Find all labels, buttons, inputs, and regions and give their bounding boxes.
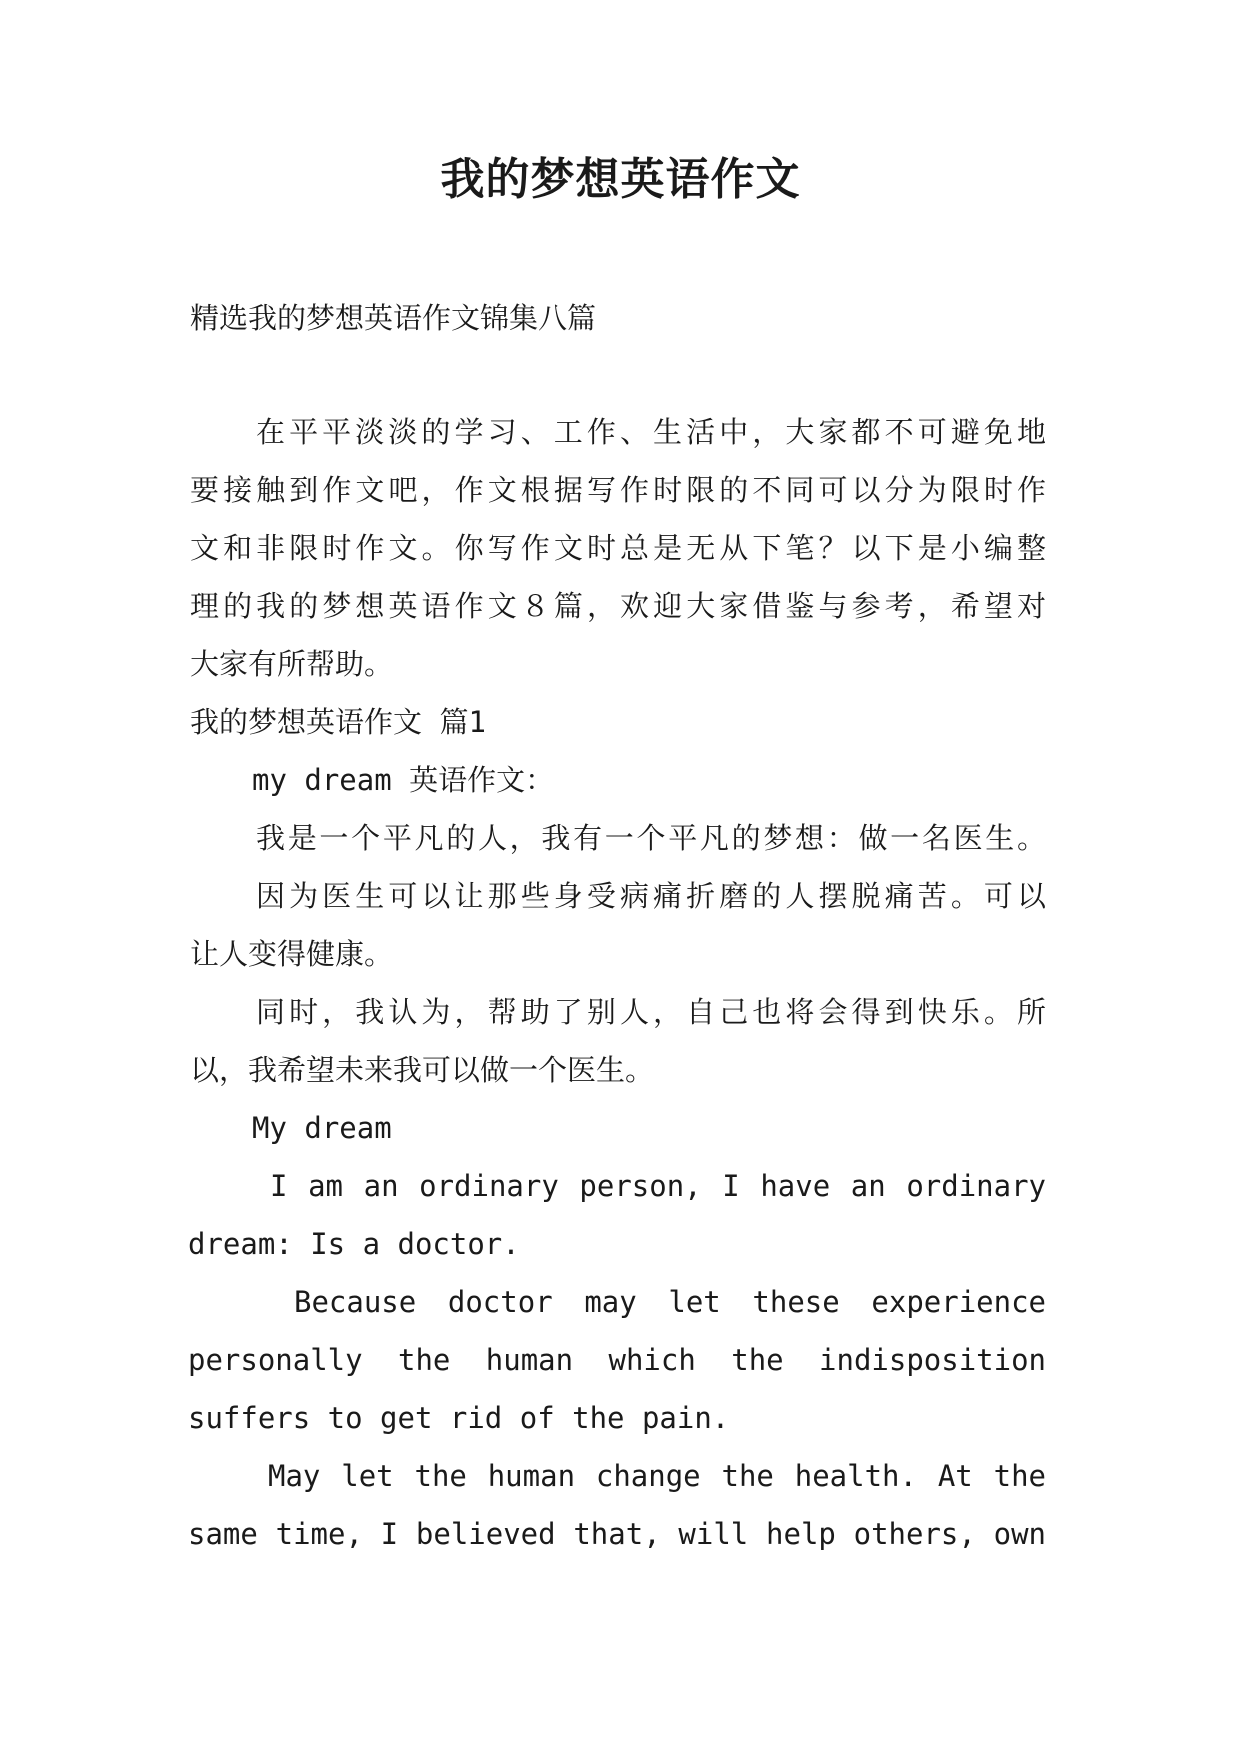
essay-line: 我是一个平凡的人，我有一个平凡的梦想：做一名医生。 bbox=[256, 821, 1046, 855]
english-line: personally the human which the indisposition bbox=[188, 1343, 1046, 1377]
intro-line: 理的我的梦想英语作文８篇，欢迎大家借鉴与参考，希望对 bbox=[190, 589, 1046, 623]
english-line: same time, I believed that, will help others, own bbox=[188, 1517, 1046, 1551]
english-line: May let the human change the health. At the bbox=[268, 1459, 1046, 1493]
document-title: 我的梦想英语作文 bbox=[440, 154, 801, 205]
essay-line: my dream 英语作文： bbox=[252, 763, 555, 797]
intro-line: 在平平淡淡的学习、工作、生活中，大家都不可避免地 bbox=[256, 415, 1046, 449]
english-line: dream: Is a doctor. bbox=[188, 1227, 520, 1261]
english-heading: My dream bbox=[252, 1111, 392, 1145]
section-heading: 我的梦想英语作文 篇1 bbox=[190, 705, 486, 739]
english-line: I am an ordinary person, I have an ordinary bbox=[270, 1169, 1046, 1203]
essay-line: 同时，我认为，帮助了别人，自己也将会得到快乐。所 bbox=[256, 995, 1046, 1029]
intro-line: 文和非限时作文。你写作文时总是无从下笔？以下是小编整 bbox=[190, 531, 1046, 565]
essay-line: 因为医生可以让那些身受病痛折磨的人摆脱痛苦。可以 bbox=[256, 879, 1046, 913]
english-line: suffers to get rid of the pain. bbox=[188, 1401, 730, 1435]
essay-line: 让人变得健康。 bbox=[190, 937, 394, 971]
essay-line: 以，我希望未来我可以做一个医生。 bbox=[190, 1053, 655, 1087]
intro-line: 要接触到作文吧，作文根据写作时限的不同可以分为限时作 bbox=[190, 473, 1046, 507]
english-line: Because doctor may let these experience bbox=[294, 1285, 1046, 1319]
document-subtitle: 精选我的梦想英语作文锦集八篇 bbox=[190, 301, 597, 335]
intro-line: 大家有所帮助。 bbox=[190, 647, 394, 681]
